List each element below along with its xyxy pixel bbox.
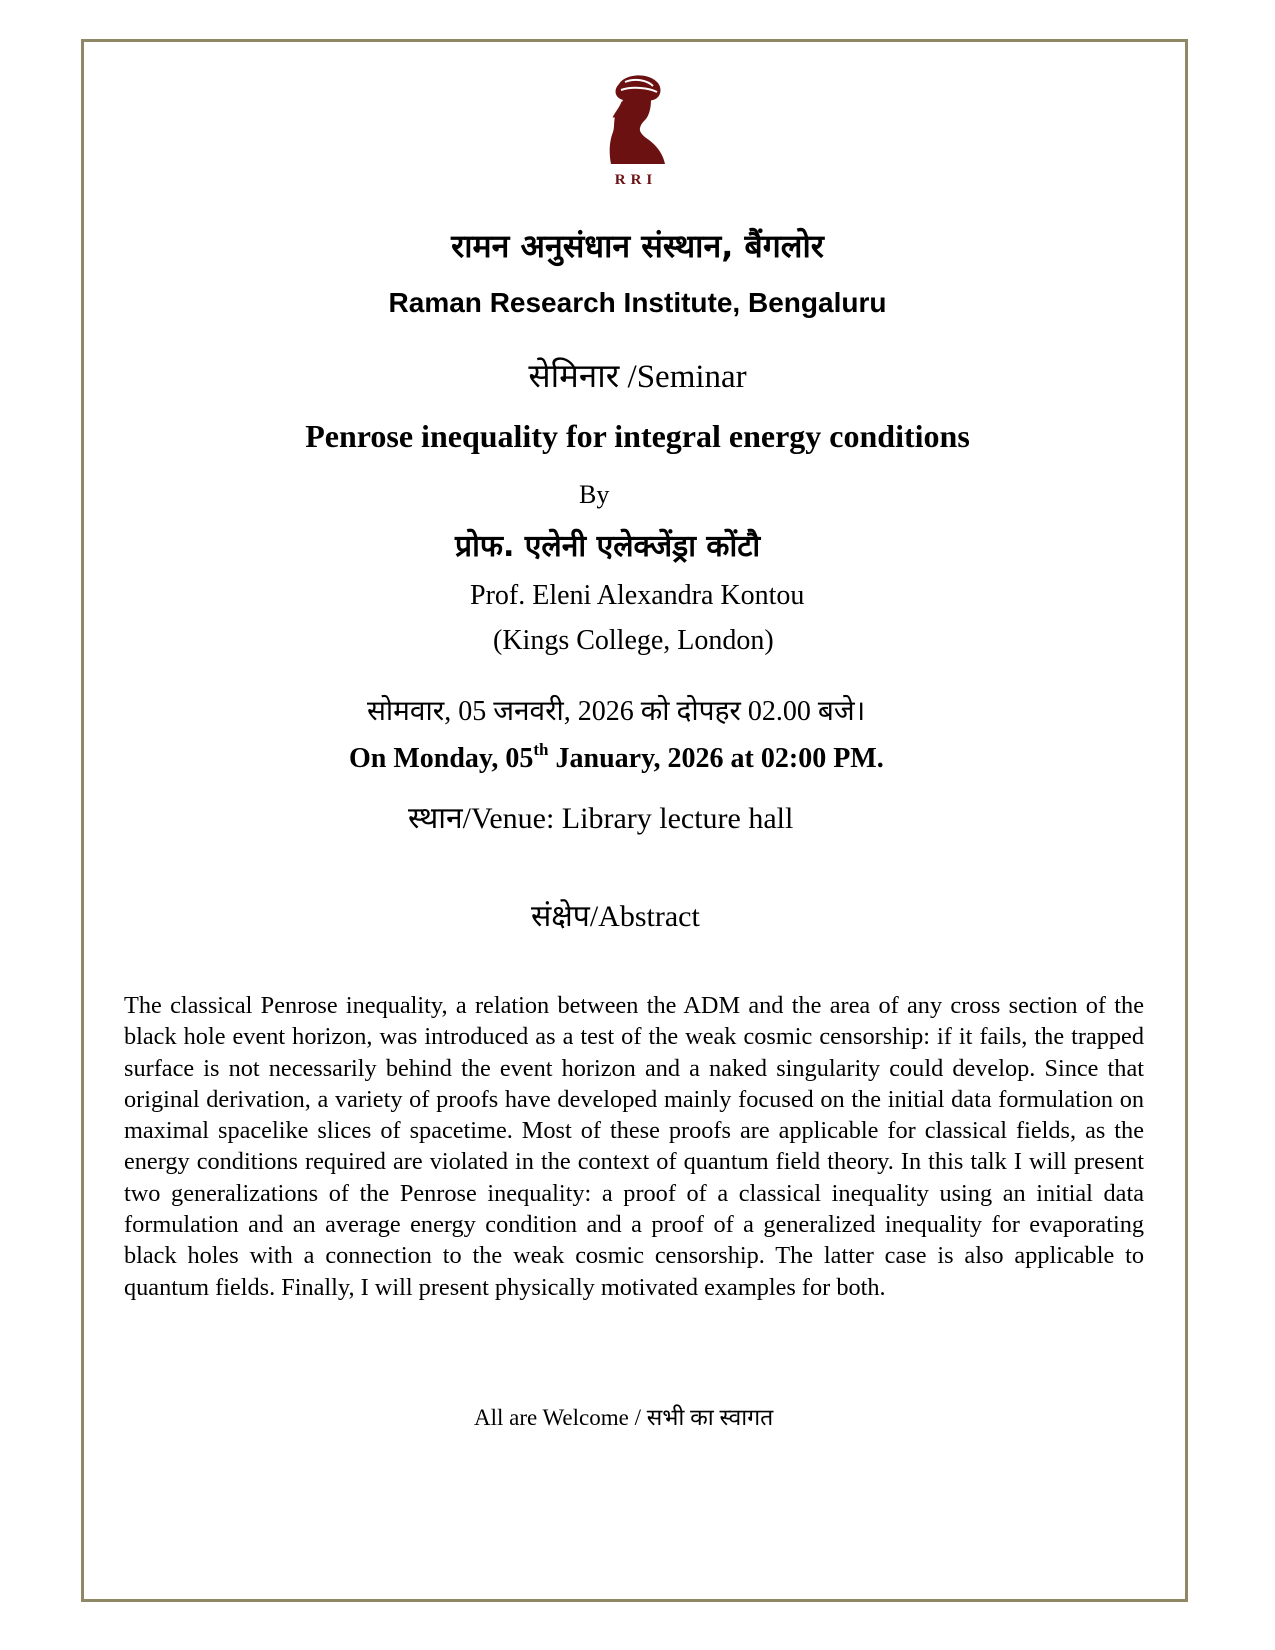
institute-name-hindi: रामन अनुसंधान संस्थान, बैंगलोर [451,227,824,265]
abstract-text: The classical Penrose inequality, a relation between the ADM and the area of any cross section of the black hole event horizon, was introduced as a test of the weak cosmic censorship: if it fails, the trapped surface is not necessarily behind the event horizon and a naked singularity could develop. Since that original derivation, a variety of proofs have developed mainly focused on the initial data formulation on maximal spacelike slices of spacetime. Most of these proofs are applicable for classical fields, as the energy conditions required are violated in the context of quantum field theory. In this talk I will present two generalizations of the Penrose inequality: a proof of a classical inequality using an initial data formulation and an average energy condition and a proof of a generalized inequality for evaporating black holes with a connection to the weak cosmic censorship. The latter case is also applicable to quantum fields. Finally, I will present physically motivated examples for both. [124,992,1144,1301]
event-type: सेमिनार /Seminar [528,359,747,395]
speaker-name-english: Prof. Eleni Alexandra Kontou [470,580,805,611]
institute-name-english: Raman Research Institute, Bengaluru [388,287,887,318]
speaker-name-hindi: प्रोफ. एलेनी एलेक्जेंड्रा कोंटौ [455,529,761,564]
abstract-heading: संक्षेप/Abstract [531,900,700,933]
logo-text: RRI [614,172,658,188]
date-english-prefix: On Monday, 05 [349,743,534,774]
date-ordinal-suffix: th [533,740,549,759]
rri-logo [591,72,681,190]
date-english-suffix: January, 2026 at 02:00 PM. [548,743,884,774]
by-label: By [579,480,610,509]
date-hindi: सोमवार, 05 जनवरी, 2026 को दोपहर 02.00 बजे। [367,696,866,727]
date-english [349,740,989,775]
venue: स्थान/Venue: Library lecture hall [408,802,794,835]
seminar-title: Penrose inequality for integral energy conditions [305,418,970,454]
welcome-note: All are Welcome / सभी का स्वागत [474,1405,774,1430]
speaker-affiliation: (Kings College, London) [493,625,774,656]
